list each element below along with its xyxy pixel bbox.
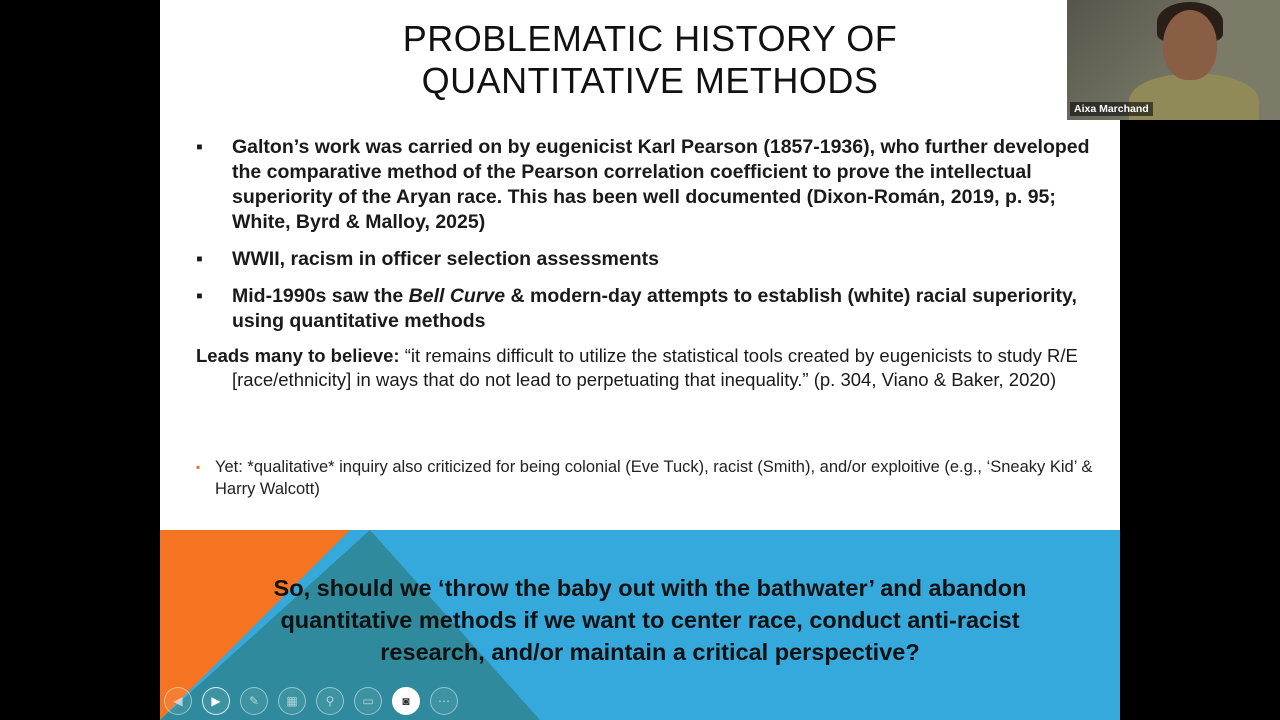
subtitles-button[interactable] <box>354 687 382 715</box>
banner-question: So, should we ‘throw the baby out with the bathwater’ and abandon quantitative methods if we want to center race, conduct anti-racist research, and/or maintain a critical perspective? <box>273 575 1027 665</box>
pen-icon: ✎ <box>248 694 260 708</box>
bullet-text-italic: Bell Curve <box>408 285 506 307</box>
previous-slide-icon: ◀ <box>173 694 183 708</box>
slide-title <box>160 18 1120 102</box>
camera-button[interactable] <box>392 687 420 715</box>
play-button[interactable] <box>202 687 230 715</box>
slides-grid-button[interactable] <box>278 687 306 715</box>
leads-paragraph <box>196 344 1120 392</box>
bullet-item <box>196 284 1096 334</box>
bullet-item <box>196 247 1096 272</box>
bullet-item <box>196 135 1096 235</box>
more-options-button[interactable] <box>430 687 458 715</box>
presentation-slide <box>160 0 1120 720</box>
more-options-icon: ⋯ <box>438 694 450 708</box>
previous-slide-button[interactable] <box>164 687 192 715</box>
yet-text: Yet: *qualitative* inquiry also criticized for being colonial (Eve Tuck), racist (Smith), and/or exploitive (e.g., ‘Sneaky Kid’ & Harry Walcott) <box>215 458 1093 498</box>
yet-bullet-marker: ▪ <box>196 460 201 474</box>
bullet-text: WWII, racism in officer selection assessments <box>232 248 659 270</box>
pen-button[interactable] <box>240 687 268 715</box>
participant-name: Aixa Marchand <box>1070 102 1153 116</box>
bullet-text: Galton’s work was carried on by eugenicist Karl Pearson (1857-1936), who further developed the comparative method of the Pearson correlation coefficient to prove the intellectual superiority of the Aryan race. This has been well documented (Dixon-Román, 2019, p. 95; White, Byrd & Malloy, 2025) <box>232 136 1090 233</box>
slide-title-line-2: QUANTITATIVE METHODS <box>421 60 879 101</box>
yet-bullet <box>196 456 1115 500</box>
bullet-text-pre: Mid-1990s saw the <box>232 285 409 307</box>
bullet-text-post: & modern-day attempts to establish (white) racial superiority, using quantitative methods <box>232 285 1077 332</box>
slides-grid-icon: ▦ <box>286 694 298 708</box>
leads-label: Leads many to believe: <box>196 345 400 366</box>
bullet-marker: ▪ <box>196 248 203 270</box>
subtitles-icon: ▭ <box>362 694 374 708</box>
participant-face <box>1163 10 1217 80</box>
participant-video[interactable] <box>1067 0 1280 120</box>
slide-title-line-1: PROBLEMATIC HISTORY OF <box>402 18 898 59</box>
presentation-toolbar <box>160 685 460 717</box>
zoom-button[interactable] <box>316 687 344 715</box>
bullet-list <box>196 135 1096 346</box>
zoom-icon: ⚲ <box>325 694 335 708</box>
camera-icon: ◙ <box>402 694 410 708</box>
bullet-marker: ▪ <box>196 136 203 158</box>
leads-quote: “it remains difficult to utilize the statistical tools created by eugenicists to study R/E [race/ethnicity] in ways that do not lead to perpetuating that inequality.” (p. 304, Viano & Baker, 2020) <box>232 345 1078 390</box>
play-icon: ▶ <box>211 694 221 708</box>
bullet-marker: ▪ <box>196 285 203 307</box>
